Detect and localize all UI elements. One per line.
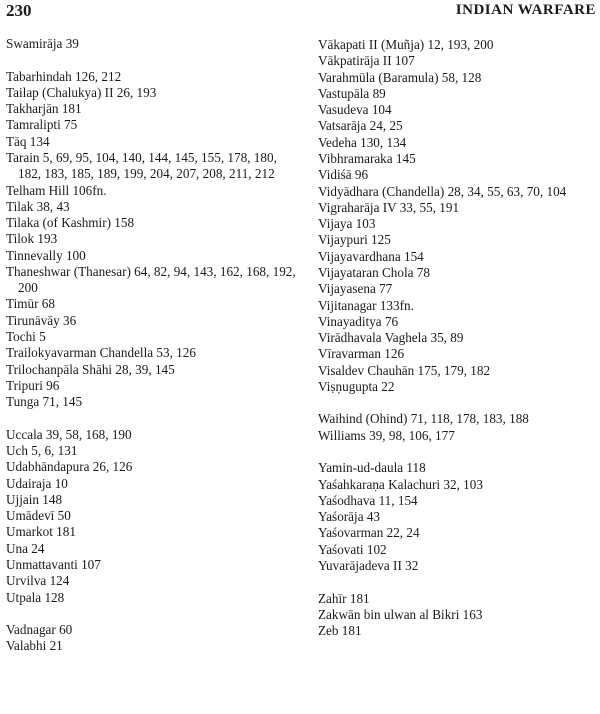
index-entry: Vastupāla 89 [318, 85, 386, 101]
page-header [6, 1, 596, 23]
index-entry: Timūr 68 [6, 296, 55, 312]
index-entry: Urvilva 124 [6, 573, 70, 589]
index-entry: Uccala 39, 58, 168, 190 [6, 426, 132, 442]
index-entry: Unmattavanti 107 [6, 556, 101, 572]
index-entry: Tamralipti 75 [6, 117, 78, 133]
index-entry: Udabhāndapura 26, 126 [6, 459, 133, 475]
index-entry: Thaneshwar (Thanesar) 64, 82, 94, 143, 162, 168, 192, 200 [6, 263, 296, 296]
index-entry: Valabhi 21 [6, 638, 63, 654]
index-entry: Vīravarman 126 [318, 346, 405, 362]
index-entry: Yaśorāja 43 [318, 509, 381, 525]
index-column-left [6, 36, 298, 671]
index-entry: Tinnevally 100 [6, 247, 86, 263]
index-entry: Varahmūla (Baramula) 58, 128 [318, 69, 482, 85]
index-entry: Utpala 128 [6, 589, 65, 605]
index-group [318, 460, 600, 574]
index-group [318, 37, 600, 395]
index-entry: Yaśovarman 22, 24 [318, 525, 420, 541]
index-entry: Vasudeva 104 [318, 102, 392, 118]
index-entry: Zakwān bin ulwan al Bikri 163 [318, 606, 483, 622]
index-entry: Vijayasena 77 [318, 281, 393, 297]
index-entry: Ujjain 148 [6, 491, 63, 507]
index-entry: Tilak 38, 43 [6, 198, 70, 214]
index-entry: Vijayataran Chola 78 [318, 264, 430, 280]
index-entry: Tilaka (of Kashmir) 158 [6, 215, 135, 231]
index-group [6, 69, 298, 411]
index-entry: Yaśodhava 11, 154 [318, 492, 418, 508]
index-entry: Tunga 71, 145 [6, 394, 83, 410]
index-entry: Trilochanpāla Shāhi 28, 39, 145 [6, 361, 175, 377]
index-entry: Vibhramaraka 145 [318, 150, 416, 166]
index-entry: Vidyādhara (Chandella) 28, 34, 55, 63, 70, 104 [318, 183, 567, 199]
index-entry: Vatsarāja 24, 25 [318, 118, 403, 134]
index-entry: Vijitanagar 133fn. [318, 297, 414, 313]
index-entry: Yuvarājadeva II 32 [318, 557, 419, 573]
index-entry: Vadnagar 60 [6, 622, 73, 638]
running-head: INDIAN WARFARE [455, 2, 596, 18]
index-group [6, 622, 298, 655]
index-entry: Viṣṇugupta 22 [318, 378, 395, 394]
index-entry: Vākapati II (Muñja) 12, 193, 200 [318, 37, 494, 52]
index-entry: Tirunāvāy 36 [6, 312, 77, 328]
index-column-right [318, 37, 600, 656]
index-entry: Vākpatirāja II 107 [318, 53, 415, 69]
index-entry: Vijayavardhana 154 [318, 248, 424, 264]
index-entry: Vinayaditya 76 [318, 313, 399, 329]
index-group [6, 427, 298, 606]
index-entry: Umādevī 50 [6, 508, 71, 524]
index-entry: Takharjān 181 [6, 101, 82, 117]
index-entry: Tailap (Chalukya) II 26, 193 [6, 84, 157, 100]
index-entry: Vedeha 130, 134 [318, 134, 407, 150]
index-entry: Tāq 134 [6, 133, 50, 149]
index-group [318, 591, 600, 640]
index-entry: Trailokyavarman Chandella 53, 126 [6, 345, 196, 361]
index-entry: Waihind (Ohind) 71, 118, 178, 183, 188 [318, 411, 529, 427]
index-entry: Vijaya 103 [318, 216, 376, 232]
index-entry: Tilok 193 [6, 231, 58, 247]
index-entry: Yaśahkaraṇa Kalachuri 32, 103 [318, 476, 483, 492]
index-entry: Zeb 181 [318, 623, 362, 639]
index-entry: Vigraharāja IV 33, 55, 191 [318, 199, 460, 215]
index-entry: Tripuri 96 [6, 377, 60, 393]
index-entry: Tabarhindah 126, 212 [6, 68, 122, 84]
index-entry: Visaldev Chauhān 175, 179, 182 [318, 362, 491, 378]
index-entry: Telham Hill 106fn. [6, 182, 107, 198]
index-entry: Uch 5, 6, 131 [6, 443, 78, 458]
index-entry: Umarkot 181 [6, 524, 76, 540]
index-entry: Virādhavala Vaghela 35, 89 [318, 330, 464, 346]
index-entry: Yamin-ud-daula 118 [318, 460, 426, 476]
index-entry: Williams 39, 98, 106, 177 [318, 427, 455, 443]
index-entry: Vijaypuri 125 [318, 232, 391, 248]
index-entry: Yaśovati 102 [318, 541, 387, 557]
index-entry: Swamirāja 39 [6, 36, 79, 51]
index-group [318, 411, 600, 444]
index-entry: Tarain 5, 69, 95, 104, 140, 144, 145, 155, 178, 180, 182, 183, 185, 189, 199, 204, 207, 208, 211, 212 [6, 149, 277, 182]
index-entry: Una 24 [6, 540, 45, 556]
page-number: 230 [6, 1, 32, 20]
index-entry: Vidiśā 96 [318, 167, 369, 183]
index-entry: Udairaja 10 [6, 475, 68, 491]
index-entry: Tochi 5 [6, 329, 46, 345]
index-entry: Zahīr 181 [318, 590, 370, 606]
index-group [6, 36, 298, 52]
